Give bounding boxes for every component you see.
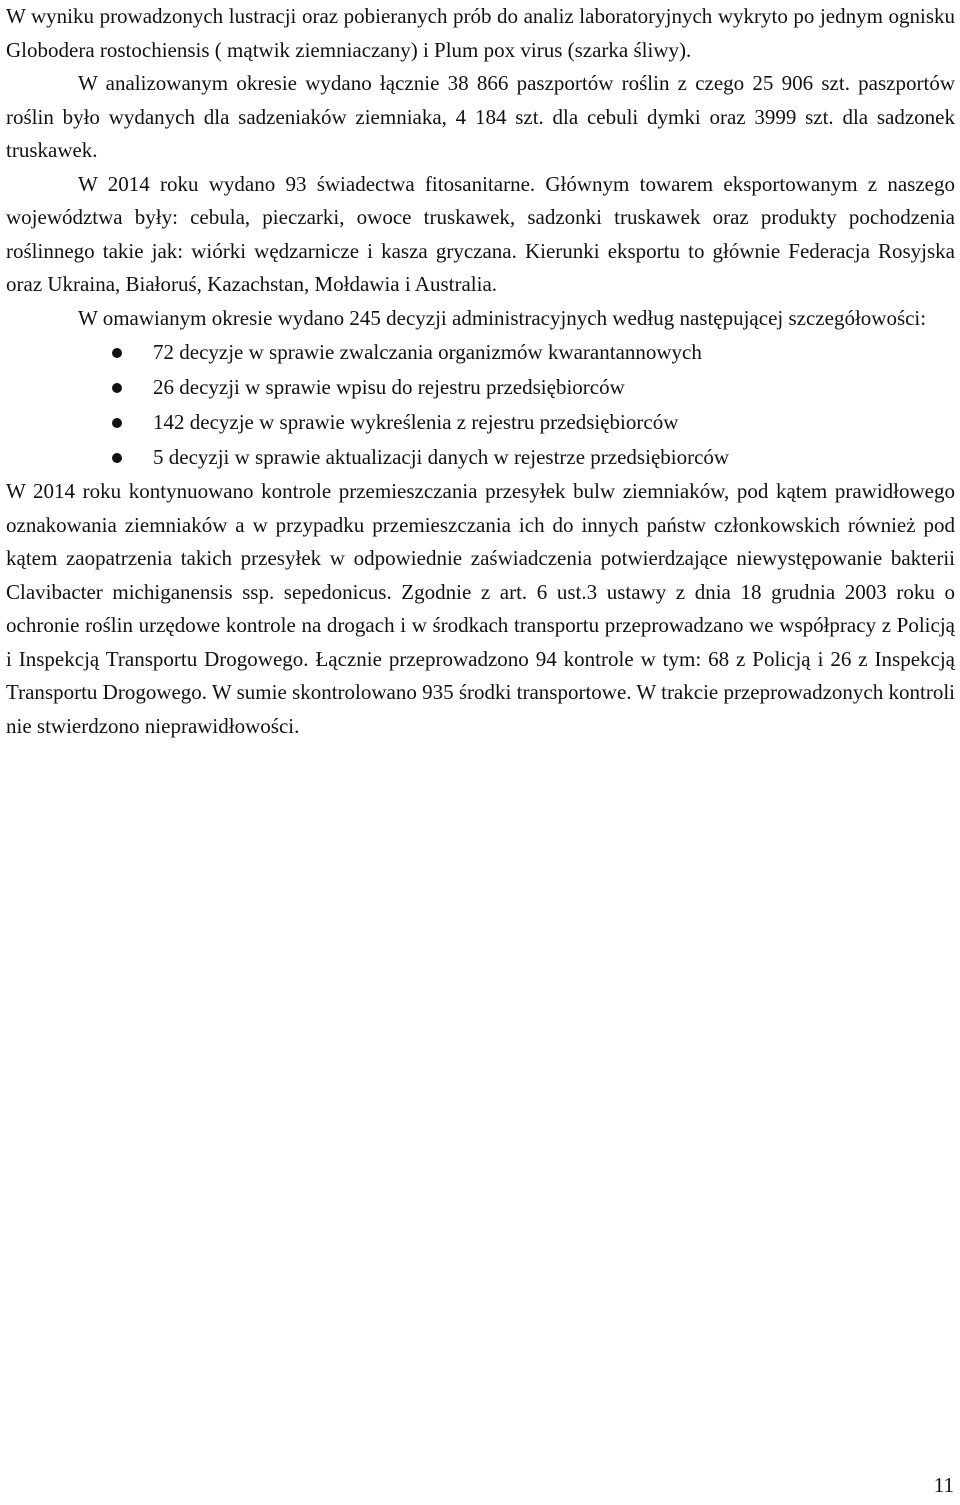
list-item bbox=[6, 405, 955, 440]
document-page bbox=[6, 0, 955, 743]
list-item-text: 5 decyzji w sprawie aktualizacji danych w rejestrze przedsiębiorców bbox=[153, 445, 730, 469]
paragraph-plant-passports: W analizowanym okresie wydano łącznie 38 866 paszportów roślin z czego 25 906 szt. paszportów roślin było wydanych dla sadzeniaków ziemniaka, 4 184 szt. dla cebuli dymki oraz 3999 szt. dla sadzonek truskawek. bbox=[6, 71, 955, 162]
bullet-icon bbox=[112, 418, 122, 428]
paragraph-administrative-decisions: W omawianym okresie wydano 245 decyzji administracyjnych według następującej szczegółowości: bbox=[78, 305, 927, 330]
list-item-text: 142 decyzje w sprawie wykreślenia z rejestru przedsiębiorców bbox=[153, 410, 679, 434]
paragraph-lustration-results: W wyniku prowadzonych lustracji oraz pobieranych prób do analiz laboratoryjnych wykryto po jednym ognisku Globodera rostochiensis ( mątwik ziemniaczany) i Plum pox virus (szarka śliwy). bbox=[6, 4, 955, 62]
bullet-icon bbox=[112, 383, 122, 393]
list-item-text: 26 decyzji w sprawie wpisu do rejestru przedsiębiorców bbox=[153, 375, 625, 399]
bullet-icon bbox=[112, 453, 122, 463]
decisions-list bbox=[6, 335, 955, 475]
list-item bbox=[6, 335, 955, 370]
bullet-icon bbox=[112, 348, 122, 358]
list-item-text: 72 decyzje w sprawie zwalczania organizmów kwarantannowych bbox=[153, 340, 702, 364]
page-number: 11 bbox=[933, 1473, 954, 1497]
list-item bbox=[6, 440, 955, 475]
paragraph-transport-controls: W 2014 roku kontynuowano kontrole przemieszczania przesyłek bulw ziemniaków, pod kątem prawidłowego oznakowania ziemniaków a w przypadku przemieszczania ich do innych państw członkowskich również pod kątem zaopatrzenia takich przesyłek w odpowiednie zaświadczenia potwierdzające niewystępowanie bakterii Clavibacter michiganensis ssp. sepedonicus. Zgodnie z art. 6 ust.3 ustawy z dnia 18 grudnia 2003 roku o ochronie roślin urzędowe kontrole na drogach i w środkach transportu przeprowadzano we współpracy z Policją i Inspekcją Transportu Drogowego. Łącznie przeprowadzono 94 kontrole w tym: 68 z Policją i 26 z Inspekcją Transportu Drogowego. W sumie skontrolowano 935 środki transportowe. W trakcie przeprowadzonych kontroli nie stwierdzono nieprawidłowości. bbox=[6, 479, 955, 738]
list-item bbox=[6, 370, 955, 405]
paragraph-phytosanitary-certificates: W 2014 roku wydano 93 świadectwa fitosanitarne. Głównym towarem eksportowanym z naszego województwa były: cebula, pieczarki, owoce truskawek, sadzonki truskawek oraz produkty pochodzenia roślinnego takie jak: wiórki wędzarnicze i kasza gryczana. Kierunki eksportu to głównie Federacja Rosyjska oraz Ukraina, Białoruś, Kazachstan, Mołdawia i Australia. bbox=[6, 171, 955, 296]
